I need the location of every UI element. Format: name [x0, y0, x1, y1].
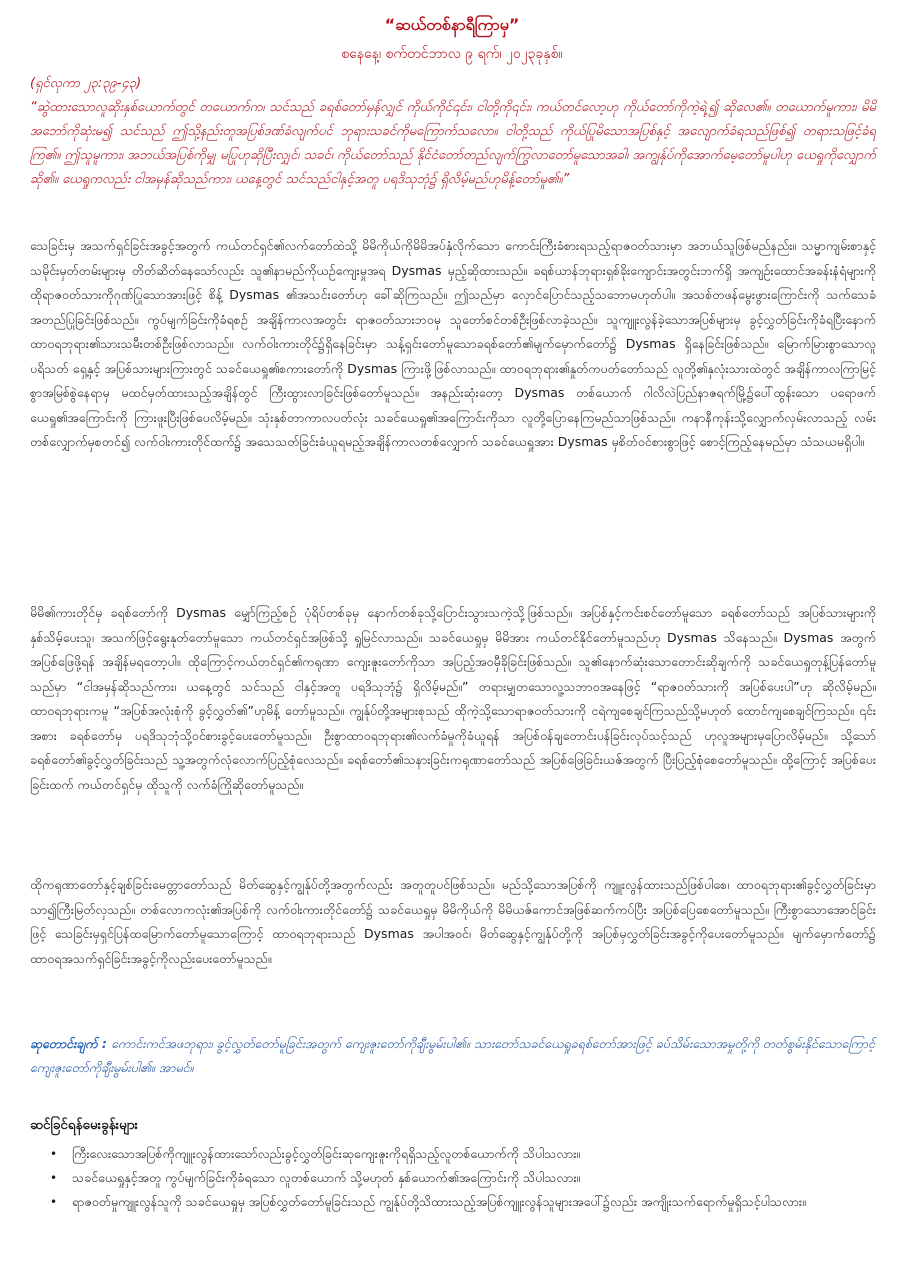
page-title: “ဆယ်တစ်နာရီကြာမှ”: [384, 15, 520, 34]
scripture-text: “ဆွဲထားသောလူဆိုးနှစ်ယောက်တွင် တယောက်က၊ သင်သည် ခရစ်တော်မှန်လျှင် ကိုယ်ကိုင်၎င်း၊ ငါတို့ကို၎င်း၊ ကယ်တင်လော့ဟု ကိုယ်တော်ကိုကဲ့ရဲ့၍ ဆိုလေ၏။ တယောက်မူကား၊ မိမိအဘော်ကိုဆုံးမ၍ သင်သည် ဤသို့နည်းတူအပြစ်ဒဏ်ခံလျက်ပင် ဘုရားသခင်ကိုမကြောက်သလော။ ငါတို့သည် ကိုယ်ပြုမိသောအပြစ်နှင့် အလျောက်ခံရသည်ဖြစ်၍ တရားသဖြင့်ခံရကြ၏။ ဤသူမူကား၊ အဘယ်အပြစ်ကိုမျှ မပြုဟုဆိုပြီးလျှင်၊ သခင်၊ ကိုယ်တော်သည် နိုင်ငံတော်တည်လျက်ကြွလာတော်မူသောအခါ၊ အကျွန်ုပ်ကိုအောက်မေ့တော်မူပါဟု ယေရှုကိုလျှောက်ဆို၏။ ယေရှုကလည်း ငါအမှန်ဆိုသည်ကား၊ ယနေ့တွင် သင်သည်ငါနှင့်အတူ ပရဒိသုဘုံ၌ ရှိလိမ့်မည်ဟုမိန့်တော်မူ၏။”: [30, 100, 876, 187]
question-text: ကြီးလေးသောအပြစ်ကိုကျူးလွန်ထားသော်လည်းခွင့်လွှတ်ခြင်းဆုကျေးဇူးကိုရရှိသည့်လူတစ်ယောက်ကို သိပါသလား။: [72, 1146, 581, 1161]
question-text: သခင်ယေရှုနှင့်အတူ ကွပ်မျက်ခြင်းကိုခံရသော လူတစ်ယောက် သို့မဟုတ် နှစ်ယောက်၏အကြောင်းကို သိပါသလား။: [72, 1170, 581, 1185]
question-item: [30, 1166, 876, 1190]
questions-heading: ဆင်ခြင်ရန်မေးခွန်းများ: [30, 1117, 138, 1133]
question-text: ရာဇဝတ်မှုကျူးလွန်သူကို သခင်ယေရှုမှ အပြစ်လွှတ်တော်မူခြင်းသည် ကျွန်ုပ်တို့သိထားသည့်အပြစ်ကျူးလွန်သူများအပေါ်၌လည်း အကျိုးသက်ရောက်မှုရှိသင့်ပါသလား။: [72, 1194, 806, 1209]
prayer-text: ကောင်းကင်အဖဘုရား၊ ခွင့်လွှတ်တော်မူခြင်းအတွက် ကျေးဇူးတော်ကိုချီးမွမ်းပါ၏။ သားတော်သခင်ယေရှုခရစ်တော်အားဖြင့် ခပ်သိမ်းသောအမှုတို့ကို တတ်စွမ်းနိုင်သောကြောင့် ကျေးဇူးတော်ကိုချီးမွမ်းပါ၏။ အာမင်။: [30, 1036, 875, 1075]
question-item: [30, 1190, 876, 1214]
prayer-block: [30, 1032, 876, 1080]
questions-list: [30, 1142, 876, 1214]
bullet-icon: •: [50, 1195, 58, 1209]
scripture-reference: (ရှင်လုကာ ၂၃:၃၉-၄၃): [30, 76, 142, 91]
body-paragraph-2: မိမိ၏ကားတိုင်မှ ခရစ်တော်ကို Dysmas မျှော်ကြည့်စဉ် ပုံရိပ်တစ်ခုမှ နောက်တစ်ခုသို့ပြောင်းသွားသကဲ့သို့ဖြစ်သည်။ အပြစ်နှင့်ကင်းစင်တော်မူသော ခရစ်တော်သည် အပြစ်သားများကို နှစ်သိမ့်ပေးသူ၊ အသက်ဖြင့်ရွေးနုတ်တော်မူသော ကယ်တင်ရှင်အဖြစ်သို့ ရှုမြင်လာသည်။ သခင်ယေရှုမှ မိမိအား ကယ်တင်နိုင်တော်မူသည်ဟု Dysmas သိနေသည်။ Dysmas အတွက်အပြစ်ဖြေဖို့ရန် အချိန်မရတော့ပါ။ ထိုကြောင့်ကယ်တင်ရှင်၏ကရုဏာ ကျေးဇူးတော်ကိုသာ အပြည့်အဝမှီခိုခြင်းဖြစ်သည်။ သူ၏နောက်ဆုံးသောတောင်းဆိုချက်ကို သခင်ယေရှုတုန့်ပြန်တော်မူသည်မှာ “ငါအမှန်ဆိုသည်ကား၊ ယနေ့တွင် သင်သည် ငါနှင့်အတူ ပရဒိသုဘုံ၌ ရှိလိမ့်မည်။” တရားမျှတသောလူ့သဘာဝအနေဖြင့် “ရာဇဝတ်သားကို အပြစ်ပေးပါ”ဟု ဆိုလိမ့်မည်။ ထာဝရဘုရားကမူ “အပြစ်အလုံးစုံကို ခွင့်လွှတ်၏”ဟုမိန့် တော်မူသည်။ ကျွန်ုပ်တို့အများစုသည် ထိုကဲ့သို့သောရာဇဝတ်သားကို ငရဲကျစေချင်ကြသည်သို့မဟုတ် ထောင်ကျစေချင်ကြသည်။ ၎င်းအစား ခရစ်တော်မှ ပရဒိသုဘုံသို့ဝင်စားခွင့်ပေးတော်မူသည်။ ဦးစွာထာဝရဘုရား၏လက်ခံမှုကိုခံယူရန် အပြစ်ဝန်ချတောင်းပန်ခြင်းလုပ်သင့်သည် ဟုလူအများမှပြောလိမ့်မည်။ သို့သော်ခရစ်တော်၏ခွင့်လွှတ်ခြင်းသည် သူ့အတွက်လုံလောက်ပြည့်စုံလေသည်။ ခရစ်တော်၏သနားခြင်းကရုဏာတော်သည် အပြစ်ဖြေခြင်းယဇ်အတွက် ပြီးပြည့်စုံစေတော်မူသည်။ ထို့ကြောင့် အပြစ်ပေးခြင်းထက် ကယ်တင်ရှင်မှ ထိုသူကို လက်ခံကြိုဆိုတော်မူသည်။: [30, 605, 876, 792]
date-line: စနေနေ့၊ စက်တင်ဘာလ ၉ ရက်၊ ၂၀၂၃ခုနှစ်။: [341, 46, 563, 62]
scripture-reading: [30, 72, 876, 192]
body-paragraph-3: ထိုကရုဏာတော်နှင့်ချစ်ခြင်းမေတ္တာတော်သည် မိတ်ဆွေနှင့်ကျွန်ုပ်တို့အတွက်လည်း အတူတူပင်ဖြစ်သည်။ မည်သို့သောအပြစ်ကို ကျူးလွန်ထားသည်ဖြစ်ပါစေ၊ ထာဝရဘုရား၏ခွင့်လွှတ်ခြင်းမှာ သာ၍ကြီးမြတ်လှသည်။ တစ်လောကလုံး၏အပြစ်ကို လက်ဝါးကားတိုင်တော်၌ သခင်ယေရှုမှ မိမိကိုယ်ကို မိမိယဇ်ကောင်အဖြစ်ဆက်ကပ်ပြီး အပြစ်ပြေစေတော်မူသည်။ ကြီးစွာသောအောင်ခြင်းဖြင့် သေခြင်းမှရှင်ပြန်ထမြောက်တော်မူသောကြောင့် ထာဝရဘုရားသည် Dysmas အပါအဝင်၊ မိတ်ဆွေနှင့်ကျွန်ုပ်တို့ကို အပြစ်မှလွှတ်ခြင်းအခွင့်ကိုပေးတော်မူသည်။ မျက်မှောက်တော်၌ ထာဝရအသက်ရှင်ခြင်းအခွင့်ကိုလည်းပေးတော်မူသည်။: [30, 877, 876, 966]
bullet-icon: •: [50, 1171, 58, 1185]
bullet-icon: •: [50, 1147, 58, 1161]
prayer-label: ဆုတောင်းချက်: [30, 1036, 98, 1051]
question-item: [30, 1142, 876, 1166]
body-paragraph-1: သေခြင်းမှ အသက်ရှင်ခြင်းအခွင့်အတွက် ကယ်တင်ရှင်၏လက်တော်ထဲသို့ မိမိကိုယ်ကိုမိမိအပ်နှံလိုက်သော ကောင်းကြီးခံစားရသည့်ရာဇဝတ်သားမှာ အဘယ်သူဖြစ်မည်နည်း။ သမ္မာကျမ်းစာနှင့်သမိုင်းမှတ်တမ်းများမှ တိတ်ဆိတ်နေသော်လည်း သူ၏နာမည်ကိုယဉ်ကျေးမှုအရ Dysmas မှည့်ဆိုထားသည်။ ခရစ်ယာန်ဘုရားရှစ်ခိုးကျောင်းအတွင်းဘက်ရှိ အကျဉ်းထောင်အခန်းနံရံများကို ထိုရာဇဝတ်သားကိုဂုဏ်ပြုသောအားဖြင့် စိန့် Dysmas ၏အသင်းတော်ဟု ခေါ်ဆိုကြသည်။ ဤသည်မှာ လှောင်ပြောင်သည့်သဘောမဟုတ်ပါ။ အသစ်တဖန်မွေးဖွားကြောင်းကို သက်သေခံအတည်ပြုခြင်းဖြစ်သည်။ ကွပ်မျက်ခြင်းကိုခံရစဉ် အချိန်ကာလအတွင်း ရာဇဝတ်သားဘဝမှ သူတော်စင်တစ်ဦးဖြစ်လာခဲ့သည်။ သူကျူးလွန်ခဲ့သောအပြစ်များမှ ခွင့်လွှတ်ခြင်းကိုခံရပြီးနောက် ထာဝရဘုရား၏သားသမီးတစ်ဦးဖြစ်လာသည်။ လက်ဝါးကားတိုင်၌ရှိနေခြင်းမှာ သန့်ရှင်းတော်မူသောခရစ်တော်၏မျက်မှောက်တော်၌ Dysmas ရှိနေခြင်းဖြစ်သည်။ မြောက်မြားစွာသောလူပရိသတ် ရှေ့နှင့် အပြစ်သားများကြားတွင် သခင်ယေရှု၏စကားတော်ကို Dysmas ကြားဖို့ဖြစ်လာသည်။ ထာဝရဘုရား၏နှုတ်ကပတ်တော်သည် လူတို့၏နှလုံးသားထဲတွင် အချိန်ကာလကြာမြင့်စွာအမြစ်စွဲနေရာမှ မထင်မှတ်ထားသည့်အချိန်တွင် ကြီးထွားလာခြင်းဖြစ်တော်မူသည်။ အနည်းဆုံးတော့ Dysmas တစ်ယောက် ဂါလိလဲပြည်နာဇရက်မြို့၌ပေါ်ထွန်းသော ပရောဖက်ယေရှု၏အကြောင်းကို ကြားဖူးပြီးဖြစ်ပေလိမ့်မည်။ သုံးနှစ်တာကာလပတ်လုံး သခင်ယေရှု၏အကြောင်းကိုသာ လူတို့ပြောနေကြမည်သာဖြစ်သည်။ ကနာနီကုန်းသို့လျှောက်လှမ်းလာသည့် လမ်းတစ်လျှောက်မှစတင်၍ လက်ဝါးကားတိုင်ထက်၌ အသေသတ်ခြင်းခံယူရမည့်အချိန်ကာလတစ်လျှောက် သခင်ယေရှုအား Dysmas မှစိတ်ဝင်စားစွာဖြင့် စောင့်ကြည့်နေမည်မှာ သံသယမရှိပါ။: [30, 238, 876, 449]
prayer-separator: :: [97, 1036, 112, 1051]
